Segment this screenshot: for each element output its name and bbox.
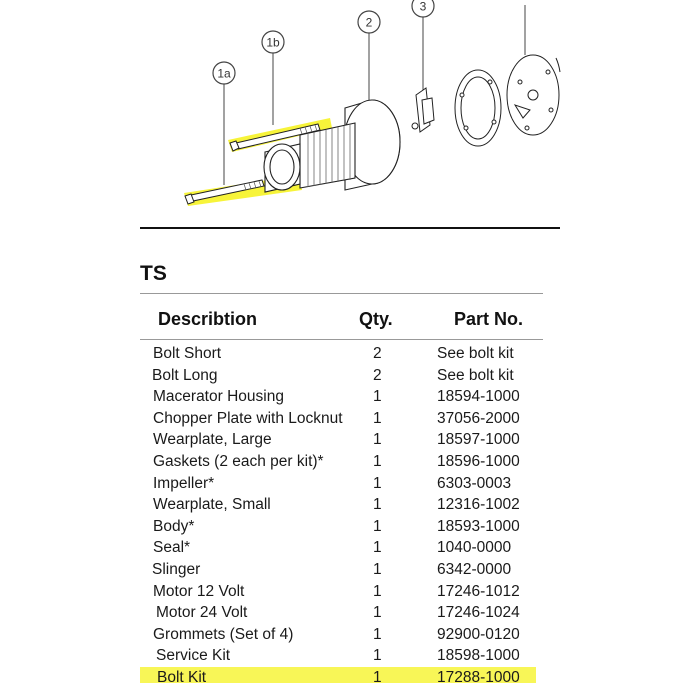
row-description: Wearplate, Small [153, 496, 271, 514]
table-row [0, 475, 700, 496]
row-description: Chopper Plate with Locknut [153, 409, 343, 427]
table-row [0, 431, 700, 452]
table-row [0, 647, 700, 668]
row-part-no: 17288-1000 [437, 669, 520, 686]
callout-3 [412, 0, 434, 17]
header-part-no: Part No. [454, 309, 524, 329]
table-row [0, 561, 700, 582]
row-part-no: 18598-1000 [437, 647, 520, 665]
row-description: Motor 24 Volt [156, 604, 248, 622]
macerator-housing-drawing [264, 100, 400, 192]
row-part-no: 6342-0000 [437, 561, 512, 578]
row-description: Wearplate, Large [153, 431, 272, 449]
row-qty: 1 [373, 496, 382, 514]
row-description: Motor 12 Volt [153, 582, 245, 600]
row-part-no: 17246-1012 [437, 582, 520, 600]
row-part-no: 17246-1024 [437, 604, 520, 622]
header-divider [140, 339, 543, 340]
row-qty: 1 [373, 517, 382, 535]
row-description: Gaskets (2 each per kit)* [153, 453, 324, 470]
row-part-no: 18594-1000 [437, 388, 520, 406]
callout-1a [213, 62, 235, 84]
row-qty: 1 [373, 625, 382, 643]
row-qty: 1 [373, 669, 382, 686]
row-qty: 1 [373, 647, 382, 665]
row-description: Seal* [153, 539, 191, 557]
title-divider [140, 293, 543, 294]
row-qty: 1 [373, 604, 382, 622]
callout-1a-label: 1a [217, 66, 231, 81]
row-qty: 2 [373, 366, 382, 384]
row-description: Impeller* [153, 474, 215, 492]
row-part-no: 18596-1000 [437, 453, 520, 470]
row-qty: 1 [373, 539, 382, 557]
row-part-no: 1040-0000 [437, 539, 512, 557]
row-qty: 1 [373, 561, 382, 578]
chopper-plate-drawing [412, 88, 434, 132]
table-row [0, 604, 700, 625]
row-qty: 1 [373, 582, 382, 600]
row-description: Grommets (Set of 4) [153, 625, 294, 643]
row-description: Bolt Short [153, 345, 222, 362]
table-row [0, 496, 700, 517]
wearplate-drawing [507, 55, 560, 135]
section-divider [140, 227, 560, 229]
row-qty: 1 [373, 409, 382, 427]
row-part-no: See bolt kit [437, 345, 514, 362]
row-description: Slinger [152, 561, 201, 578]
table-row [0, 345, 700, 366]
table-row [0, 518, 700, 539]
table-row [0, 453, 700, 474]
row-qty: 1 [373, 453, 382, 470]
row-description: Bolt Long [152, 366, 218, 384]
section-title: TS [140, 262, 167, 285]
row-description: Bolt Kit [157, 669, 207, 686]
table-row [0, 626, 700, 647]
gasket-drawing [455, 70, 501, 146]
table-row [0, 539, 700, 560]
row-qty: 2 [373, 345, 382, 362]
callout-2-label: 2 [365, 15, 373, 30]
row-part-no: 18593-1000 [437, 517, 520, 535]
row-description: Macerator Housing [153, 388, 284, 406]
row-description: Service Kit [156, 647, 231, 665]
exploded-parts-diagram [0, 0, 700, 230]
callout-3-label: 3 [419, 0, 427, 14]
table-row [0, 367, 700, 388]
callout-2 [358, 11, 380, 33]
header-description: Describtion [158, 309, 258, 329]
row-part-no: 12316-1002 [437, 496, 520, 514]
row-qty: 1 [373, 474, 382, 492]
table-row [0, 669, 700, 690]
row-qty: 1 [373, 388, 382, 406]
row-description: Body* [153, 517, 195, 535]
table-row [0, 583, 700, 604]
table-row [0, 388, 700, 409]
header-qty: Qty. [359, 309, 393, 329]
table-row [0, 410, 700, 431]
callout-1b [262, 31, 284, 53]
row-part-no: See bolt kit [437, 366, 514, 384]
row-part-no: 92900-0120 [437, 625, 520, 643]
row-part-no: 37056-2000 [437, 409, 520, 427]
row-part-no: 6303-0003 [437, 474, 512, 492]
row-part-no: 18597-1000 [437, 431, 520, 449]
row-qty: 1 [373, 431, 382, 449]
callout-1b-label: 1b [266, 35, 280, 50]
